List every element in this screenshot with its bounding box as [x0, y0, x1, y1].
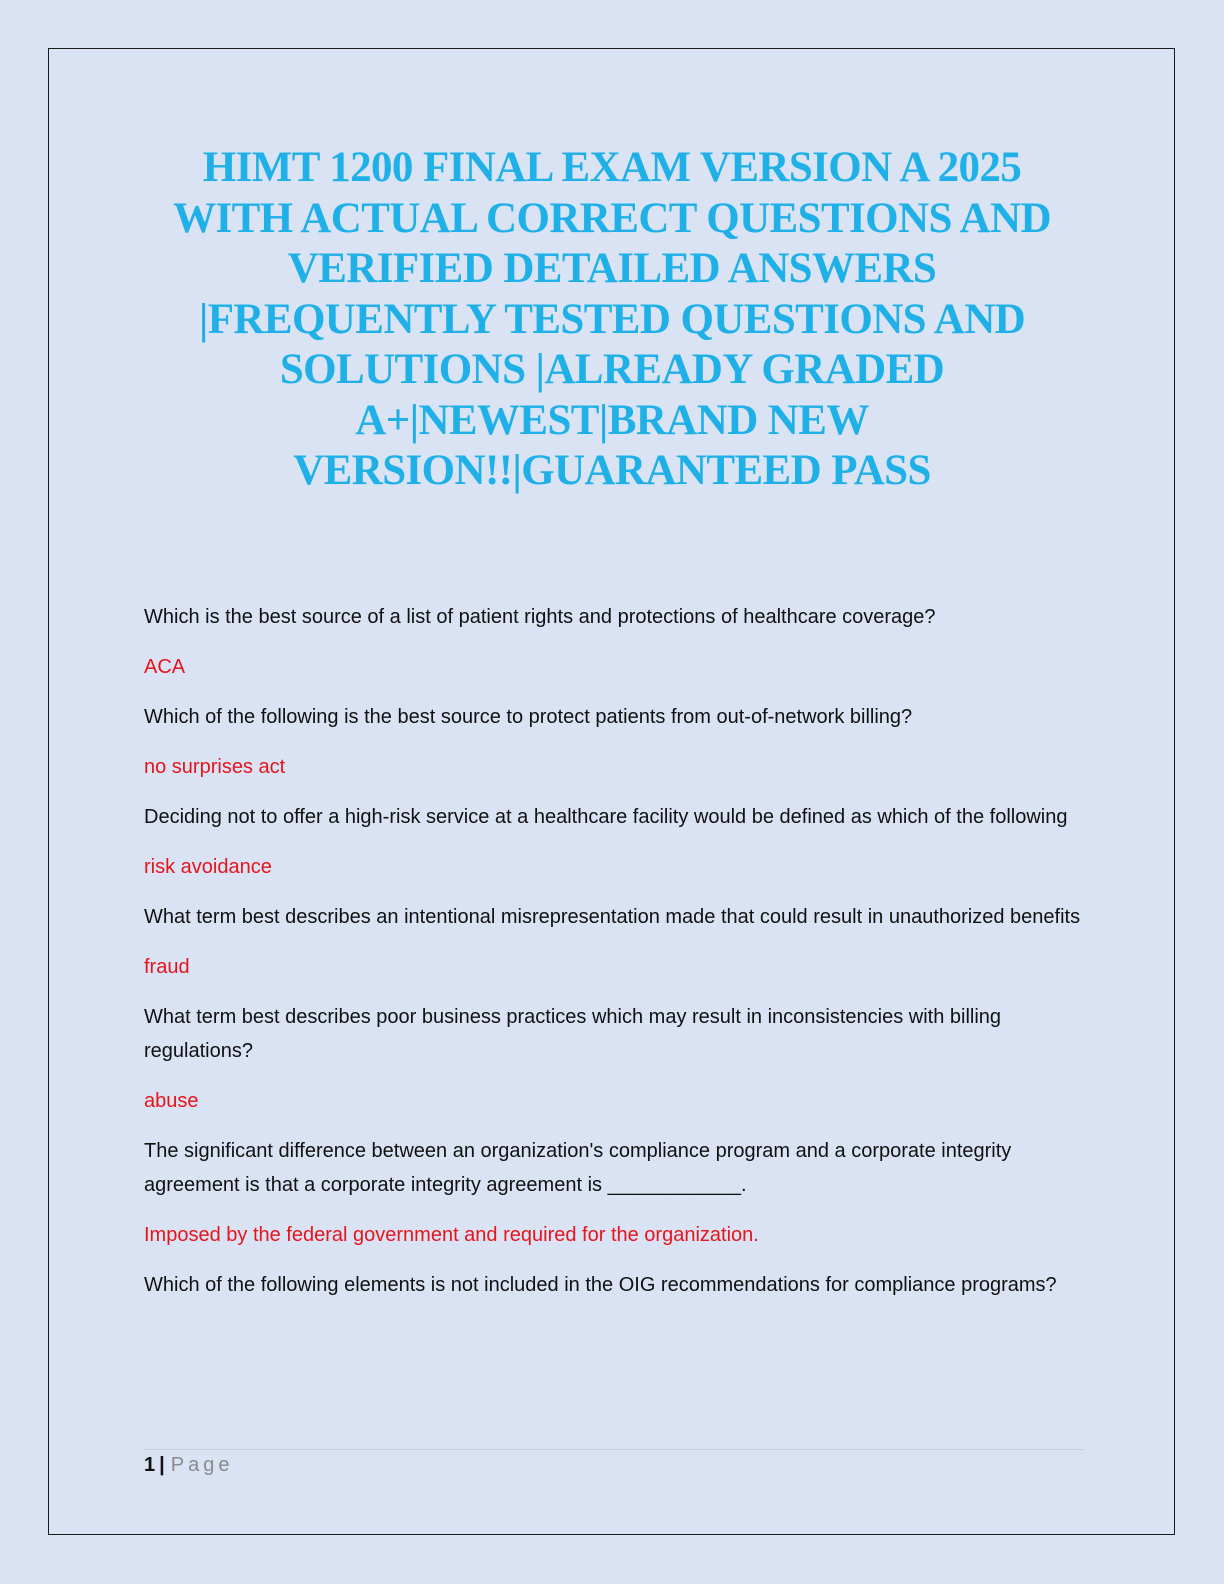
question-text: What term best describes an intentional misrepresentation made that could result in unauthorized benefits: [144, 906, 1081, 928]
title-line: HIMT 1200 FINAL EXAM VERSION A 2025: [202, 144, 1022, 191]
footer-divider: [144, 1449, 1084, 1450]
title-line: VERIFIED DETAILED ANSWERS: [287, 245, 937, 292]
question-text: The significant difference between an organization's compliance program and a corporate integrity agreement is that a corporate integrity agreement is ____________.: [144, 1140, 1012, 1196]
title-line: A+|NEWEST|BRAND NEW: [355, 396, 869, 444]
page-number: 1: [144, 1454, 156, 1476]
question-answer-list: [144, 600, 1084, 1318]
answer-text: fraud: [144, 956, 190, 978]
title-line: WITH ACTUAL CORRECT QUESTIONS AND: [173, 194, 1051, 242]
question-text: Deciding not to offer a high-risk service at a healthcare facility would be defined as which of the following: [144, 806, 1068, 828]
answer-text: no surprises act: [144, 756, 286, 778]
question-text: Which of the following is the best source to protect patients from out-of-network billing?: [144, 706, 913, 728]
title-line: |FREQUENTLY TESTED QUESTIONS AND: [198, 295, 1026, 343]
answer-text: abuse: [144, 1090, 199, 1112]
title-line: VERSION!!|GUARANTEED PASS: [293, 447, 931, 494]
document-title: [150, 143, 1074, 497]
question-text: What term best describes poor business practices which may result in inconsistencies with billing regulations?: [144, 1006, 1002, 1062]
answer-text: ACA: [144, 656, 186, 678]
page-footer: [144, 1451, 233, 1479]
title-line: SOLUTIONS |ALREADY GRADED: [279, 346, 945, 393]
answer-text: risk avoidance: [144, 856, 272, 878]
page-label: Page: [170, 1454, 234, 1476]
question-text: Which of the following elements is not included in the OIG recommendations for compliance programs?: [144, 1274, 1057, 1296]
question-text: Which is the best source of a list of patient rights and protections of healthcare coverage?: [144, 606, 936, 628]
footer-separator: |: [159, 1454, 165, 1476]
answer-text: Imposed by the federal government and required for the organization.: [144, 1224, 759, 1246]
